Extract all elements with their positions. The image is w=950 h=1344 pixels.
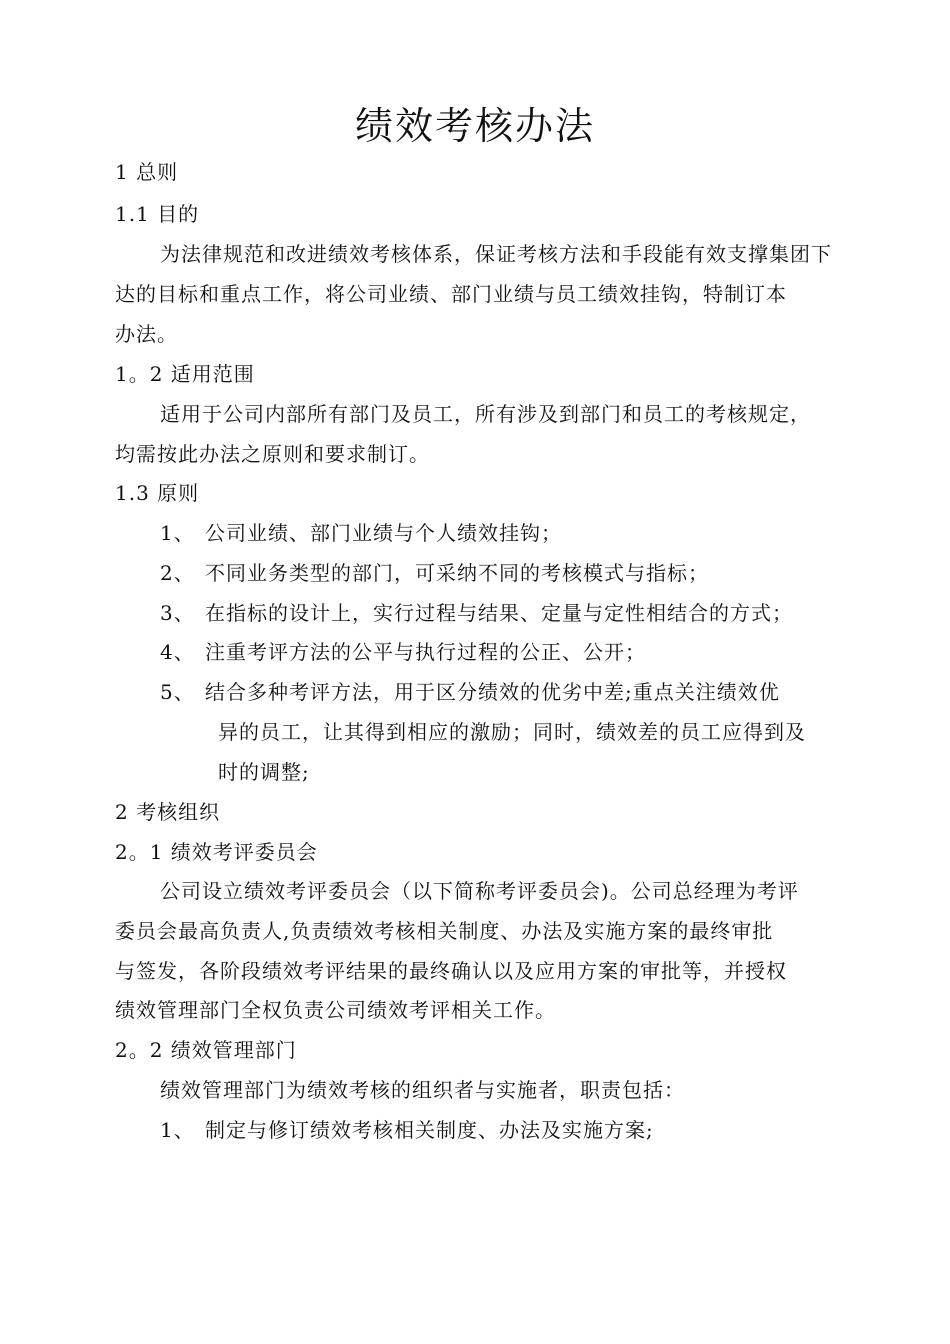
list-number-2: 2、 (160, 561, 195, 585)
principle-item-5-line-3: 时的调整; (218, 760, 310, 784)
subsection-heading-2-2: 2。2 绩效管理部门 (115, 1038, 297, 1062)
paragraph-committee-line-2: 委员会最高负责人,负责绩效考核相关制度、办法及实施方案的最终审批 (115, 919, 774, 943)
list-number-1: 1、 (160, 521, 195, 545)
list-number-4: 4、 (160, 640, 195, 664)
paragraph-purpose-line-3: 办法。 (115, 322, 178, 346)
principle-item-5-line-2: 异的员工，让其得到相应的激励；同时，绩效差的员工应得到及 (218, 720, 806, 744)
duty-item-1: 制定与修订绩效考核相关制度、办法及实施方案; (205, 1118, 654, 1142)
subsection-heading-1-3: 1.3 原则 (115, 481, 200, 505)
subsection-heading-2-1: 2。1 绩效考评委员会 (115, 840, 318, 864)
list-number-5: 5、 (160, 680, 195, 704)
principle-item-4: 注重考评方法的公平与执行过程的公正、公开； (205, 640, 646, 664)
paragraph-committee-line-1: 公司设立绩效考评委员会（以下简称考评委员会)。公司总经理为考评 (160, 879, 799, 903)
list-number-6: 1、 (160, 1118, 195, 1142)
principle-item-3: 在指标的设计上，实行过程与结果、定量与定性相结合的方式； (205, 601, 793, 625)
subsection-heading-1-1: 1.1 目的 (115, 202, 200, 226)
section-heading-1: 1 总则 (115, 160, 179, 184)
subsection-heading-1-2: 1。2 适用范围 (115, 362, 255, 386)
paragraph-purpose-line-1: 为法律规范和改进绩效考核体系，保证考核方法和手段能有效支撑集团下 (160, 242, 832, 266)
paragraph-scope-line-2: 均需按此办法之原则和要求制订。 (115, 442, 430, 466)
paragraph-purpose-line-2: 达的目标和重点工作，将公司业绩、部门业绩与员工绩效挂钩，特制订本 (115, 282, 787, 306)
section-heading-2: 2 考核组织 (115, 800, 221, 824)
principle-item-5-line-1: 结合多种考评方法，用于区分绩效的优劣中差;重点关注绩效优 (205, 680, 780, 704)
principle-item-2: 不同业务类型的部门，可采纳不同的考核模式与指标； (205, 561, 709, 585)
paragraph-management-line-1: 绩效管理部门为绩效考核的组织者与实施者，职责包括： (160, 1078, 685, 1102)
paragraph-committee-line-3: 与签发，各阶段绩效考评结果的最终确认以及应用方案的审批等，并授权 (115, 959, 787, 983)
document-title: 绩效考核办法 (354, 104, 595, 148)
list-number-3: 3、 (160, 601, 195, 625)
principle-item-1: 公司业绩、部门业绩与个人绩效挂钩； (205, 521, 562, 545)
paragraph-scope-line-1: 适用于公司内部所有部门及员工，所有涉及到部门和员工的考核规定， (160, 402, 811, 426)
paragraph-committee-line-4: 绩效管理部门全权负责公司绩效考评相关工作。 (115, 998, 556, 1022)
